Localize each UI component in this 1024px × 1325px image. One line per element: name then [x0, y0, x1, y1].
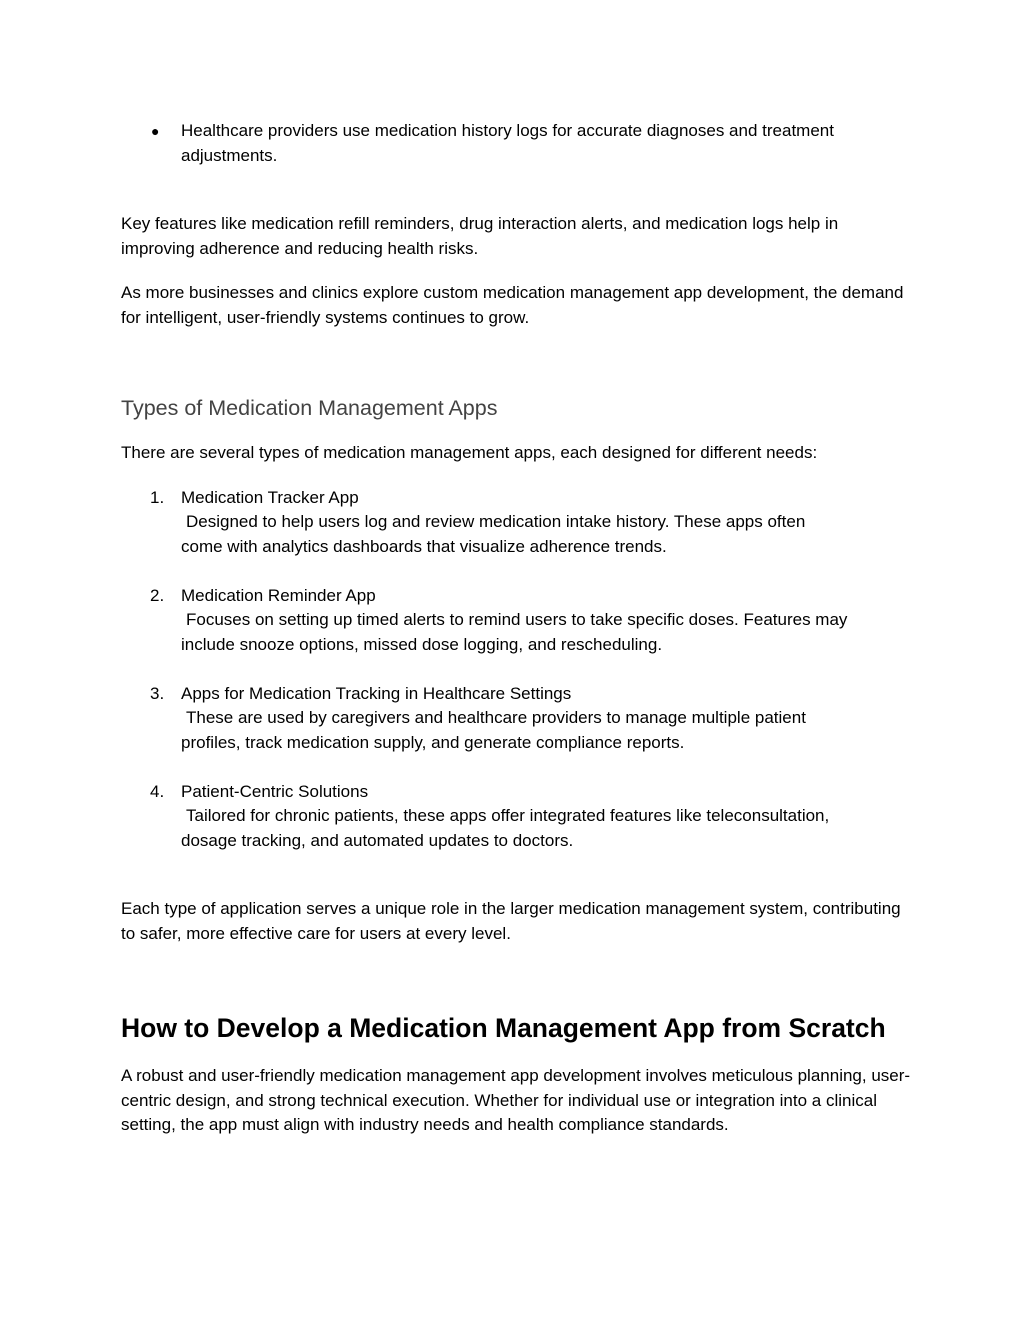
item-description-line1: Tailored for chronic patients, these apps offer integrated features like teleconsultation, [186, 806, 830, 825]
item-description-rest: include snooze options, missed dose logging, and rescheduling. [181, 634, 663, 654]
list-item [121, 486, 911, 560]
item-title: Apps for Medication Tracking in Healthcare Settings [181, 683, 572, 703]
types-heading: Types of Medication Management Apps [121, 396, 498, 420]
list-number: 4. [150, 781, 165, 801]
item-description-line1: Focuses on setting up timed alerts to remind users to take specific doses. Features may [186, 610, 848, 629]
develop-heading: How to Develop a Medication Management App from Scratch [121, 1013, 886, 1043]
list-number: 3. [150, 683, 165, 703]
list-item [121, 682, 911, 756]
document-page [121, 119, 911, 1138]
bullet-item [121, 119, 911, 168]
bullet-dot-icon: ● [151, 123, 160, 139]
bullet-list [121, 119, 911, 168]
item-description-rest: profiles, track medication supply, and generate compliance reports. [181, 732, 685, 752]
develop-body: A robust and user-friendly medication management app development involves meticulous planning, user-centric design, and strong technical execution. Whether for individual use or integration into a clinical setting, the app must align with industry needs and health compliance standards. [121, 1066, 911, 1134]
list-number: 1. [150, 487, 165, 507]
item-description-line1: These are used by caregivers and healthcare providers to manage multiple patient [186, 708, 806, 727]
item-description-rest: dosage tracking, and automated updates to doctors. [181, 830, 574, 850]
intro-paragraph-demand: As more businesses and clinics explore custom medication management app development, the demand for intelligent, user-friendly systems continues to grow. [121, 283, 909, 327]
types-list [121, 486, 911, 854]
list-item [121, 780, 911, 854]
list-number: 2. [150, 585, 165, 605]
bullet-text: Healthcare providers use medication history logs for accurate diagnoses and treatment adjustments. [181, 121, 834, 165]
item-description-line1: Designed to help users log and review medication intake history. These apps often [186, 512, 806, 531]
types-outro: Each type of application serves a unique role in the larger medication management system, contributing to safer, more effective care for users at every level. [121, 899, 906, 943]
item-title: Medication Reminder App [181, 585, 376, 605]
types-intro: There are several types of medication management apps, each designed for different needs: [121, 443, 818, 462]
list-item [121, 584, 911, 658]
item-title: Medication Tracker App [181, 487, 359, 507]
item-description-rest: come with analytics dashboards that visualize adherence trends. [181, 536, 667, 556]
item-title: Patient-Centric Solutions [181, 781, 369, 801]
intro-paragraph-features: Key features like medication refill reminders, drug interaction alerts, and medication logs help in improving adherence and reducing health risks. [121, 214, 843, 258]
